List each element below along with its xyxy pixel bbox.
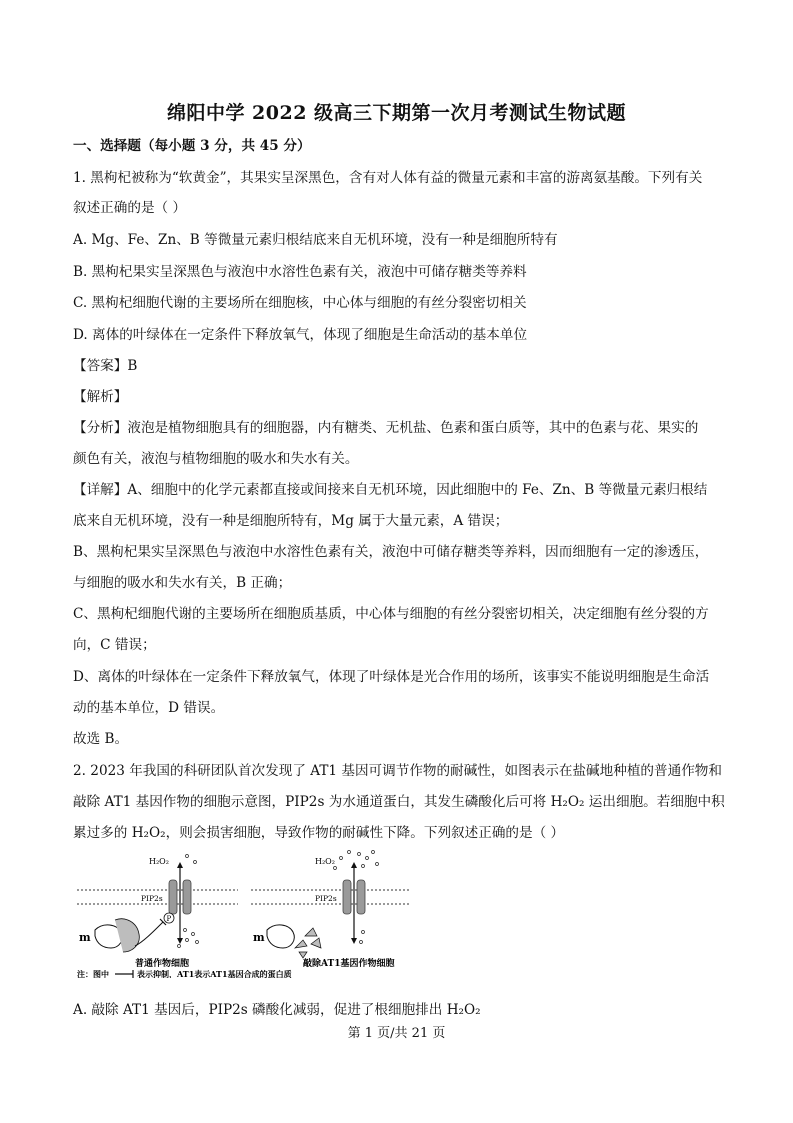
right-h2o2-label: H₂O₂ [315,857,335,866]
q2-stem-line1: 2. 2023 年我国的科研团队首次发现了 AT1 基因可调节作物的耐碱性，如图表示在盐碱地种植的普通作物和 [73,763,722,779]
left-pip2s-channel [166,862,191,944]
q2-stem-line2: 敲除 AT1 基因作物的细胞示意图，PIP2s 为水通道蛋白，其发生磷酸化后可将 H₂O₂ 运出细胞。若细胞中积 [73,794,725,810]
right-m-label: m [253,931,265,944]
q1-stem-line2: 叙述正确的是（ ） [73,200,187,216]
phosphate-label: P [166,915,172,923]
section-heading: 一、选择题（每小题 3 分，共 45 分） [73,138,311,154]
cell-diagram-figure [73,848,413,978]
q1-detail-b-line2: 与细胞的吸水和失水有关，B 正确； [73,575,292,591]
q1-stem-line1: 1. 黑枸杞被称为“软黄金”，其果实呈深黑色，含有对人体有益的微量元素和丰富的游离氨基酸。下列有关 [73,170,703,186]
q1-option-a: A. Mg、Fe、Zn、B 等微量元素归根结底来自无机环境，没有一种是细胞所特有 [73,232,558,248]
page-title: 绵阳中学 2022 级高三下期第一次月考测试生物试题 [166,102,627,124]
q1-detail-b-line1: B、黑枸杞果实呈深黑色与液泡中水溶性色素有关，液泡中可储存糖类等养料，因而细胞有一定的渗透压， [73,544,709,560]
page-footer: 第 1 页/共 21 页 [347,1026,446,1041]
q1-detail-d-line2: 动的基本单位，D 错误。 [73,700,225,716]
q1-option-b: B. 黑枸杞果实呈深黑色与液泡中水溶性色素有关，液泡中可储存糖类等养料 [73,264,527,280]
q1-fenxi-line1: 【分析】液泡是植物细胞具有的细胞器，内有糖类、无机盐、色素和蛋白质等，其中的色素与花、果实的 [73,420,699,436]
q1-option-c: C. 黑枸杞细胞代谢的主要场所在细胞核，中心体与细胞的有丝分裂密切相关 [73,295,527,311]
note-prefix: 注：图中 [77,969,109,978]
q1-option-d: D. 离体的叶绿体在一定条件下释放氧气，体现了细胞是生命活动的基本单位 [73,327,528,343]
q1-detail-c-line2: 向，C 错误； [73,637,156,653]
q1-xiangjie-line1: 【详解】A、细胞中的化学元素都直接或间接来自无机环境，因此细胞中的 Fe、Zn、B 等微量元素归根结 [73,482,708,498]
q1-detail-c-line1: C、黑枸杞细胞代谢的主要场所在细胞质基质，中心体与细胞的有丝分裂密切相关，决定细胞有丝分裂的方 [73,606,709,622]
caption-right: 敲除AT1基因作物细胞 [303,959,395,969]
q1-conclusion: 故选 B。 [73,731,129,747]
left-pip2s-label: PIP2s [141,894,163,903]
note-suffix: 表示抑制，AT1表示AT1基因合成的蛋白质 [137,969,292,978]
q1-answer: 【答案】B [73,358,138,374]
q1-detail-d-line1: D、离体的叶绿体在一定条件下释放氧气，体现了叶绿体是光合作用的场所，该事实不能说明细胞是生命活 [73,669,710,685]
right-molecules-bottom [360,931,365,944]
q1-fenxi-line2: 颜色有关，液泡与植物细胞的吸水和失水有关。 [73,451,359,467]
q1-xiangjie-line2: 底来自无机环境，没有一种是细胞所特有，Mg 属于大量元素，A 错误； [73,513,509,529]
right-fragmented-protein [295,928,321,958]
q2-option-a: A. 敲除 AT1 基因后，PIP2s 磷酸化减弱，促进了根细胞排出 H₂O₂ [73,1002,481,1018]
left-molecules-top [186,855,197,864]
left-h2o2-label: H₂O₂ [149,857,169,866]
left-m-label: m [79,931,91,944]
q2-stem-line3: 累过多的 H₂O₂，则会损害细胞，导致作物的耐碱性下降。下列叙述正确的是（ ） [73,825,565,841]
right-at1-shape [267,925,294,948]
right-pip2s-label: PIP2s [315,894,337,903]
caption-left: 普通作物细胞 [135,959,190,969]
q1-analysis-heading: 【解析】 [73,389,128,405]
